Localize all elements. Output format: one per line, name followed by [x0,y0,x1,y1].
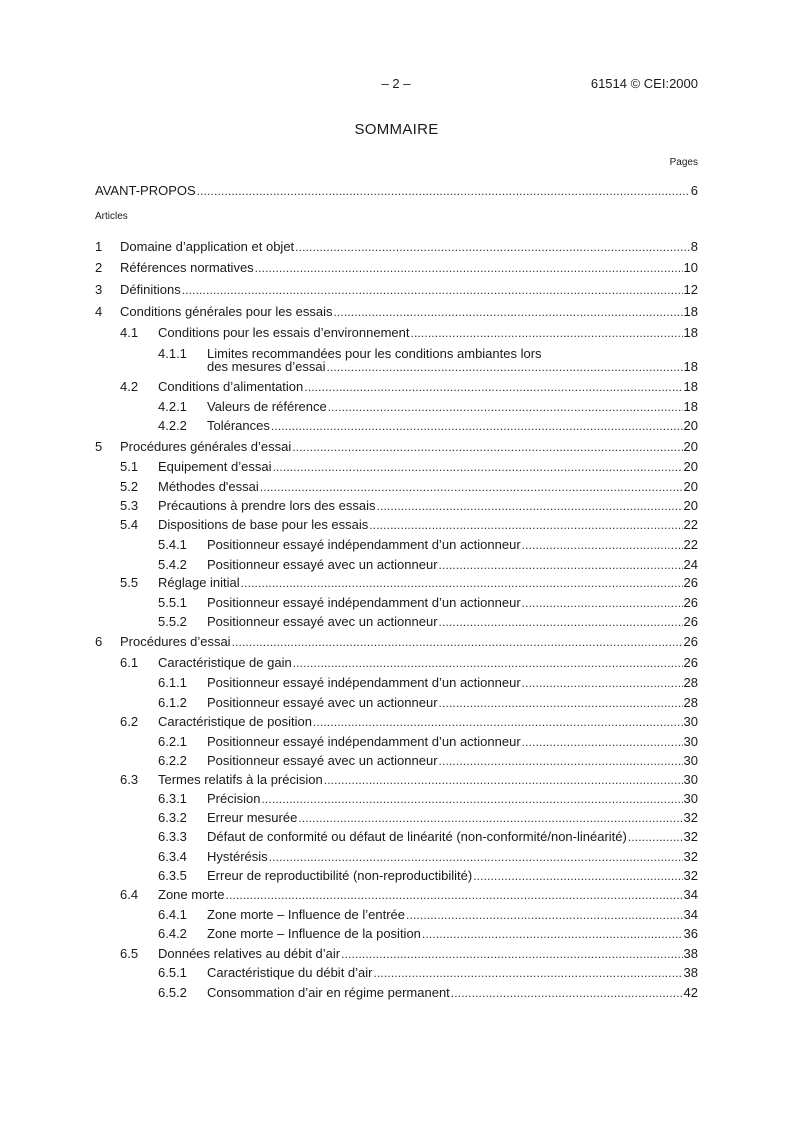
toc-entry-title: Caractéristique du débit d’air [207,965,373,980]
toc-entry-page: 30 [683,791,698,806]
toc-entry-title: Hystérésis [207,849,268,864]
toc-entry-page: 34 [683,887,698,902]
toc-entry-number: 2 [95,260,103,275]
toc-entry[interactable] [95,238,698,256]
toc-entry[interactable] [95,281,698,299]
toc-entry[interactable] [95,613,698,631]
toc-entry-page: 18 [683,399,698,414]
toc-entry-number: 5.1 [120,459,139,474]
toc-entry-number: 5.5 [120,575,139,590]
dot-leader [182,281,683,299]
toc-entry[interactable] [95,438,698,456]
toc-entry-title: Zone morte – Influence de la position [207,926,421,941]
toc-entry[interactable] [95,398,698,416]
dot-leader [327,358,683,376]
toc-entry[interactable] [95,886,698,904]
toc-entry-number: 6.1.2 [158,695,187,710]
toc-entry[interactable] [95,633,698,651]
dot-leader [422,925,683,943]
toc-entry-number: 6.1 [120,655,139,670]
dot-leader [451,984,683,1002]
toc-entry-page: 20 [683,418,698,433]
toc-entry-page: 10 [683,260,698,275]
toc-entry-number: 6.5.2 [158,985,187,1000]
dot-leader [271,417,683,435]
toc-entry-title: Positionneur essayé indépendamment d’un actionneur [207,537,521,552]
toc-entry-title: Tolérances [207,418,270,433]
toc-entry-number: 5 [95,439,103,454]
toc-entry-number: 6.3.3 [158,829,187,844]
toc-entry-title: Procédures d’essai [120,634,231,649]
dot-leader [377,497,683,515]
toc-entry[interactable] [95,694,698,712]
toc-entry-number: 5.3 [120,498,139,513]
toc-entry-title: Positionneur essayé avec un actionneur [207,557,438,572]
dot-leader [292,438,682,456]
toc-entry[interactable] [95,324,698,342]
toc-entry[interactable] [95,752,698,770]
toc-entry-title-continuation: des mesures d’essai [207,359,326,374]
dot-leader [333,303,682,321]
toc-entry-foreword[interactable] [95,182,698,200]
toc-entry-page: 8 [690,239,698,254]
toc-entry-page: 18 [683,379,698,394]
dot-leader [293,654,683,672]
toc-entry-title: Conditions générales pour les essais [120,304,333,319]
dot-leader [410,324,682,342]
toc-entry-title: Positionneur essayé avec un actionneur [207,695,438,710]
pages-column-label: Pages [669,157,698,168]
toc-entry-page: 18 [683,304,698,319]
toc-entry[interactable] [95,809,698,827]
toc-entry[interactable] [95,536,698,554]
toc-entry-title: Positionneur essayé indépendamment d’un actionneur [207,675,521,690]
toc-entry-title: Positionneur essayé indépendamment d’un actionneur [207,595,521,610]
toc-entry[interactable] [95,771,698,789]
dot-leader [304,378,682,396]
toc-entry-number: 4 [95,304,103,319]
toc-entry[interactable] [95,790,698,808]
dot-leader [324,771,683,789]
toc-entry-page: 24 [683,557,698,572]
toc-entry-page: 30 [683,714,698,729]
toc-entry[interactable] [95,556,698,574]
toc-entry-title: Méthodes d'essai [158,479,259,494]
dot-leader [439,752,683,770]
toc-entry[interactable] [95,516,698,534]
toc-entry-number: 6.5 [120,946,139,961]
dot-leader [373,964,682,982]
toc-entry-title: Zone morte – Influence de l’entrée [207,907,406,922]
toc-entry-title: Réglage initial [158,575,240,590]
toc-entry-title: Précision [207,791,261,806]
dot-leader [261,790,682,808]
toc-entry-page: 28 [683,675,698,690]
toc-entry-page: 20 [683,479,698,494]
dot-leader [272,458,682,476]
dot-leader [522,594,683,612]
toc-entry[interactable] [95,458,698,476]
toc-entry-page: 20 [683,459,698,474]
dot-leader [439,694,683,712]
toc-entry-page: 32 [683,849,698,864]
toc-entry-page: 12 [683,282,698,297]
toc-entry-title: Termes relatifs à la précision [158,772,323,787]
dot-leader [369,516,682,534]
dot-leader [255,259,683,277]
toc-entry-page: 42 [683,985,698,1000]
toc-entry[interactable] [95,848,698,866]
document-reference: 61514 © CEI:2000 [590,76,698,91]
toc-entry-page: 36 [683,926,698,941]
toc-entry[interactable] [95,828,698,846]
toc-entry-number: 6.4.2 [158,926,187,941]
toc-entry-number: 5.4 [120,517,139,532]
toc-entry-page: 28 [683,695,698,710]
toc-entry-page: 20 [683,498,698,513]
dot-leader [260,478,683,496]
toc-entry-number: 6.2.2 [158,753,187,768]
dot-leader [197,182,690,200]
toc-entry-title: Conditions pour les essais d’environnement [158,325,410,340]
toc-entry[interactable] [95,925,698,943]
toc-entry-title: Domaine d’application et objet [120,239,295,254]
toc-entry-number: 6.1.1 [158,675,187,690]
toc-entry-title: Dispositions de base pour les essais [158,517,369,532]
toc-entry-title: Valeurs de référence [207,399,327,414]
page-title: SOMMAIRE [354,121,439,138]
toc-entry-page: 26 [683,614,698,629]
toc-entry-title: AVANT-PROPOS [95,183,196,198]
toc-entry-number: 6.3.4 [158,849,187,864]
toc-entry[interactable] [95,259,698,277]
dot-leader [473,867,682,885]
toc-entry-page: 26 [683,655,698,670]
toc-entry[interactable] [95,713,698,731]
toc-entry-page: 38 [683,965,698,980]
toc-entry-title: Données relatives au débit d’air [158,946,341,961]
toc-entry-page: 18 [683,359,698,374]
dot-leader [341,945,682,963]
toc-entry[interactable] [95,594,698,612]
toc-entry-page: 22 [683,517,698,532]
toc-entry-page: 20 [683,439,698,454]
toc-entry-title: Défaut de conformité ou défaut de linéarité (non-conformité/non-linéarité) [207,829,627,844]
toc-entry-number: 5.4.1 [158,537,187,552]
toc-entry[interactable] [95,417,698,435]
toc-entry-title: Conditions d’alimentation [158,379,304,394]
dot-leader [225,886,682,904]
dot-leader [232,633,683,651]
dot-leader [628,828,683,846]
toc-entry-page: 32 [683,868,698,883]
toc-entry[interactable] [95,984,698,1002]
toc-entry-number: 6.3.2 [158,810,187,825]
toc-entry[interactable] [95,303,698,321]
toc-entry-number: 5.5.1 [158,595,187,610]
toc-entry-number: 5.5.2 [158,614,187,629]
toc-entry-number: 5.2 [120,479,139,494]
toc-entry-number: 1 [95,239,103,254]
toc-entry-page: 30 [683,772,698,787]
toc-entry-page: 32 [683,810,698,825]
dot-leader [269,848,683,866]
toc-entry-page: 18 [683,325,698,340]
toc-entry-title: Caractéristique de position [158,714,312,729]
toc-entry-title: Définitions [120,282,181,297]
toc-entry-title: Equipement d’essai [158,459,272,474]
toc-entry-page: 30 [683,753,698,768]
toc-entry-number: 6.3.5 [158,868,187,883]
toc-entry-page: 22 [683,537,698,552]
toc-entry-page: 34 [683,907,698,922]
toc-entry-title: Positionneur essayé avec un actionneur [207,753,438,768]
dot-leader [522,733,683,751]
toc-entry-title: Erreur de reproductibilité (non-reproductibilité) [207,868,473,883]
toc-entry[interactable] [95,674,698,692]
toc-entry[interactable] [95,378,698,396]
toc-entry-title: Précautions à prendre lors des essais [158,498,376,513]
toc-entry[interactable] [95,497,698,515]
dot-leader [295,238,690,256]
dot-leader [522,536,683,554]
toc-entry[interactable] [95,906,698,924]
toc-entry-number: 6.2.1 [158,734,187,749]
page-number: – 2 – [381,76,411,91]
toc-entry-title: Erreur mesurée [207,810,298,825]
dot-leader [439,613,683,631]
toc-entry-number: 6.5.1 [158,965,187,980]
toc-entry[interactable] [95,478,698,496]
dot-leader [406,906,683,924]
toc-entry-page: 30 [683,734,698,749]
toc-entry-number: 4.1.1 [158,346,187,361]
toc-entry-title: Limites recommandées pour les conditions ambiantes lors [207,346,542,361]
toc-entry-page: 38 [683,946,698,961]
toc-entry-title: Procédures générales d’essai [120,439,292,454]
toc-entry[interactable] [95,574,698,592]
toc-entry-title: Zone morte [158,887,225,902]
toc-entry-number: 4.2 [120,379,139,394]
toc-entry[interactable] [95,945,698,963]
toc-entry-number: 6.4 [120,887,139,902]
toc-entry-page: 26 [683,575,698,590]
toc-entry-continuation[interactable] [95,358,698,376]
toc-entry-title: Caractéristique de gain [158,655,292,670]
toc-entry-number: 6.2 [120,714,139,729]
toc-entry-title: Références normatives [120,260,254,275]
toc-entry-number: 6.4.1 [158,907,187,922]
toc-entry[interactable] [95,867,698,885]
toc-entry-number: 3 [95,282,103,297]
dot-leader [522,674,683,692]
toc-entry-title: Consommation d’air en régime permanent [207,985,450,1000]
toc-entry-page: 26 [683,595,698,610]
toc-entry-number: 6 [95,634,103,649]
dot-leader [241,574,683,592]
toc-entry-page: 26 [683,634,698,649]
articles-label: Articles [95,211,128,222]
toc-entry-number: 4.2.2 [158,418,187,433]
toc-entry-number: 4.2.1 [158,399,187,414]
toc-entry[interactable] [95,733,698,751]
toc-entry-page: 6 [690,183,698,198]
toc-entry-title: Positionneur essayé indépendamment d’un actionneur [207,734,521,749]
dot-leader [439,556,683,574]
dot-leader [298,809,682,827]
toc-entry-number: 4.1 [120,325,139,340]
toc-entry-number: 6.3 [120,772,139,787]
dot-leader [328,398,683,416]
toc-entry-number: 6.3.1 [158,791,187,806]
toc-entry-page: 32 [683,829,698,844]
toc-entry-title: Positionneur essayé avec un actionneur [207,614,438,629]
dot-leader [313,713,683,731]
toc-entry-number: 5.4.2 [158,557,187,572]
toc-entry[interactable] [95,654,698,672]
toc-entry[interactable] [95,964,698,982]
